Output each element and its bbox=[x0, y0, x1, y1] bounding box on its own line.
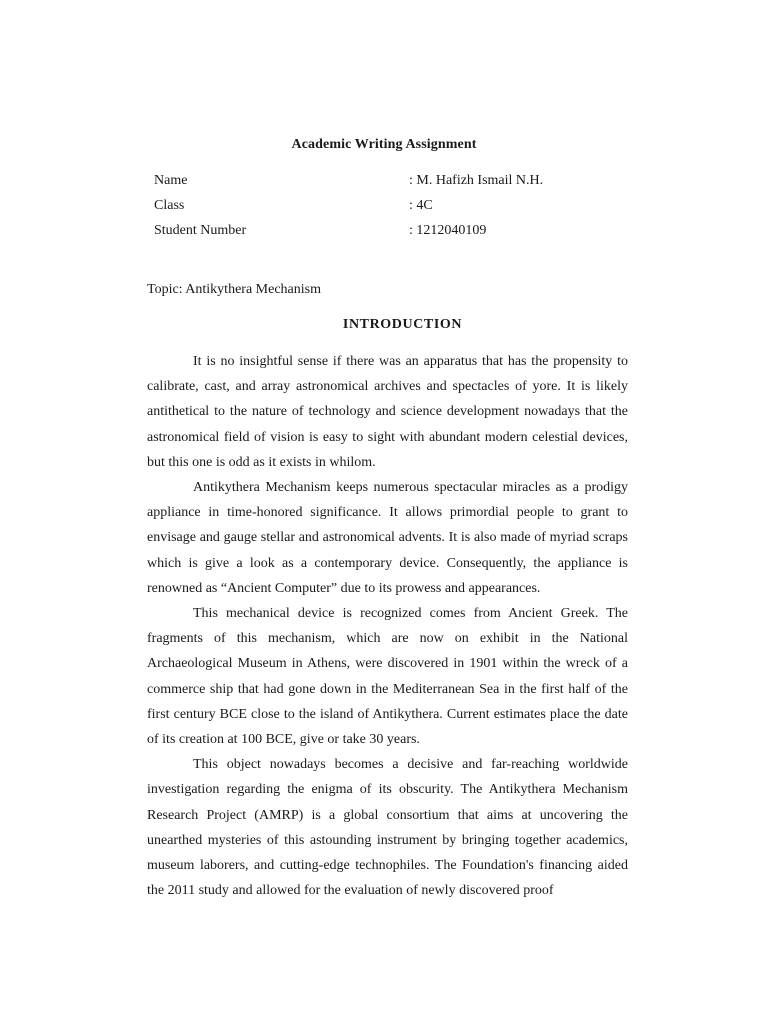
info-label: Student Number bbox=[154, 223, 247, 238]
paragraph: Antikythera Mechanism keeps numerous spectacular miracles as a prodigy appliance in time-honored significance. It allows primordial people to grant to envisage and gauge stellar and astronomical advents. It is also made of myriad scraps which is give a look as a contemporary device. Consequently, the appliance is renowned as “Ancient Computer” due to its prowess and appearances. bbox=[147, 480, 628, 596]
body-text bbox=[147, 349, 628, 903]
student-info-table bbox=[154, 171, 654, 246]
info-label: Name bbox=[154, 173, 188, 188]
document-title: Academic Writing Assignment bbox=[291, 137, 477, 152]
info-value: : 1212040109 bbox=[409, 223, 487, 238]
paragraph: This mechanical device is recognized comes from Ancient Greek. The fragments of this mechanism, which are now on exhibit in the National Archaeological Museum in Athens, were discovered in 1901 within the wreck of a commerce ship that had gone down in the Mediterranean Sea in the first half of the first century BCE close to the island of Antikythera. Current estimates place the date of its creation at 100 BCE, give or take 30 years. bbox=[147, 606, 628, 748]
info-value: : M. Hafizh Ismail N.H. bbox=[409, 173, 544, 188]
topic-line: Topic: Antikythera Mechanism bbox=[147, 282, 321, 297]
info-value: : 4C bbox=[409, 198, 433, 213]
info-row-student-number bbox=[154, 221, 654, 246]
info-label: Class bbox=[154, 198, 185, 213]
section-heading: INTRODUCTION bbox=[342, 317, 463, 332]
paragraph: This object nowadays becomes a decisive and far-reaching worldwide investigation regarding the enigma of its obscurity. The Antikythera Mechanism Research Project (AMRP) is a global consortium that aims at uncovering the unearthed mysteries of this astounding instrument by bringing together academics, museum laborers, and cutting-edge technophiles. The Foundation's financing aided the 2011 study and allowed for the evaluation of newly discovered proof bbox=[147, 757, 628, 899]
info-row-name bbox=[154, 171, 654, 196]
paragraph: It is no insightful sense if there was an apparatus that has the propensity to calibrate, cast, and array astronomical archives and spectacles of yore. It is likely antithetical to the nature of technology and science development nowadays that the astronomical field of vision is easy to sight with abundant modern celestial devices, but this one is odd as it exists in whilom. bbox=[147, 354, 628, 470]
info-row-class bbox=[154, 196, 654, 221]
